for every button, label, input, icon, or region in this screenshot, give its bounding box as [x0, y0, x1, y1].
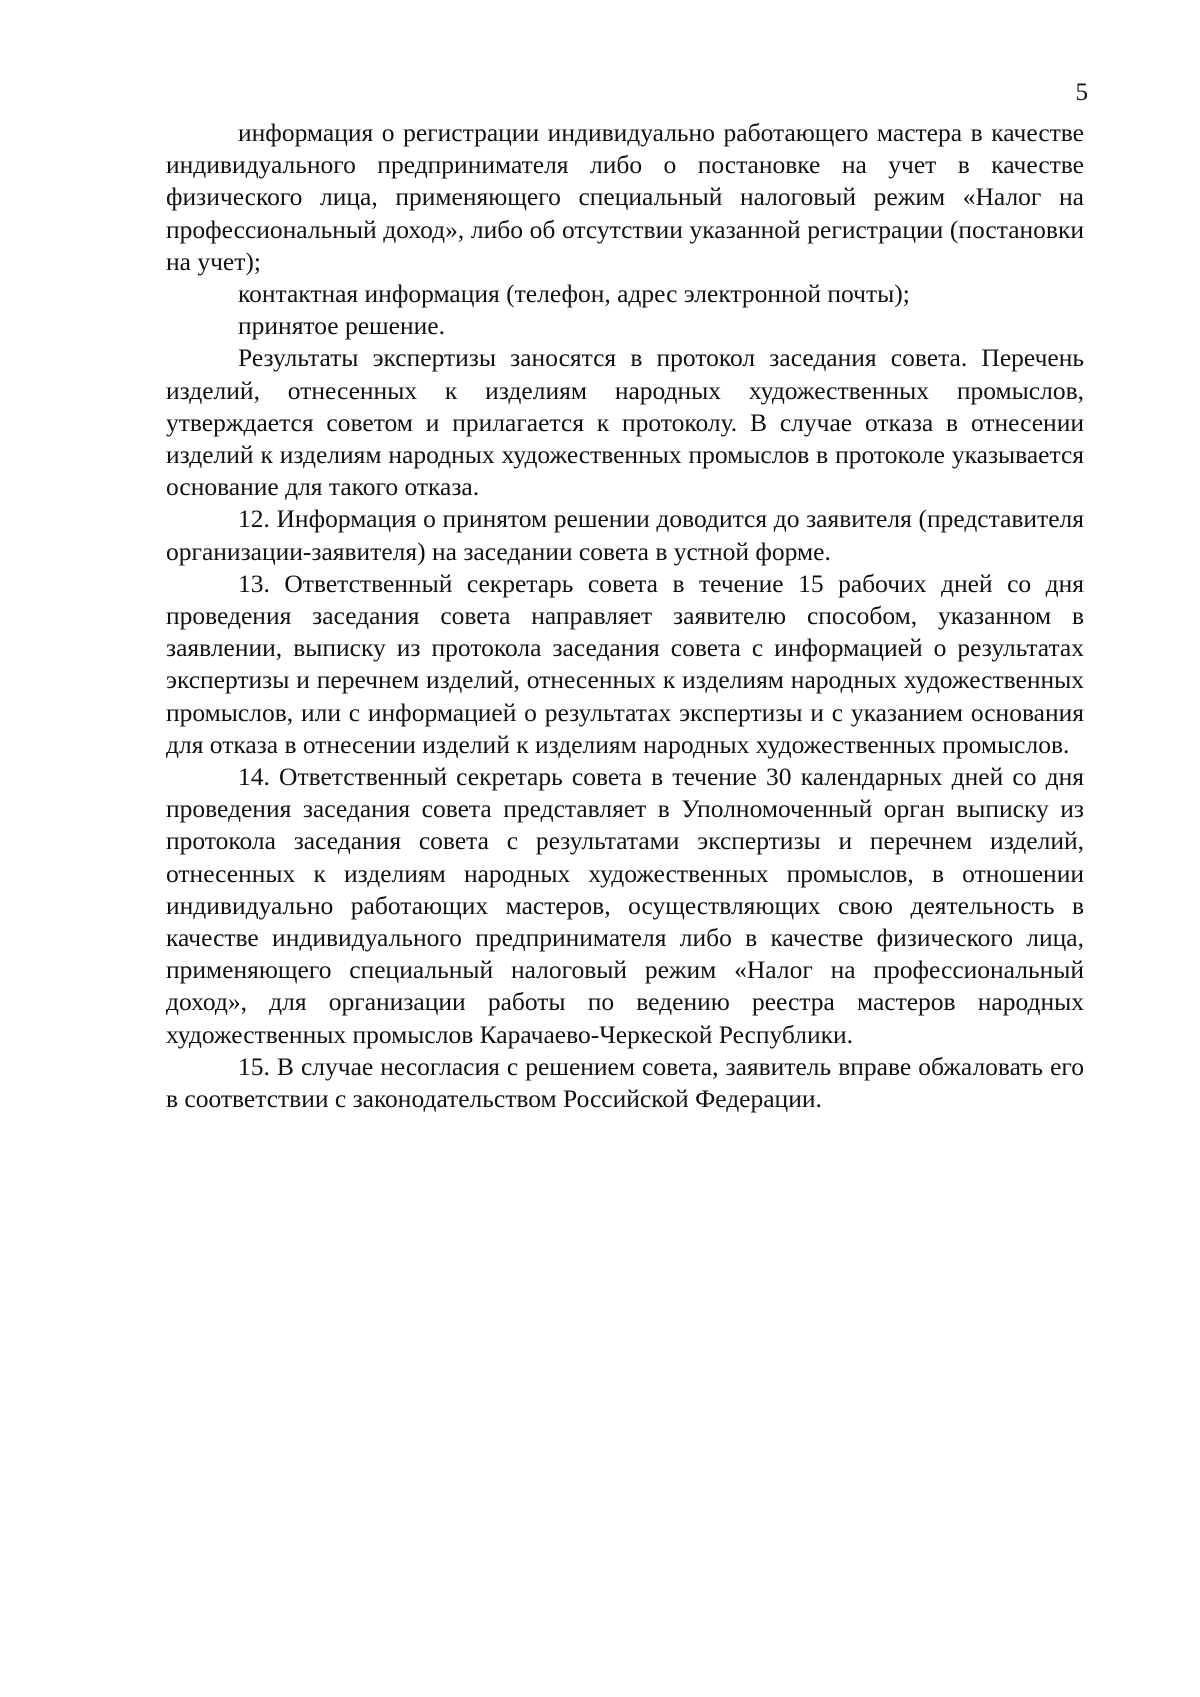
- paragraph-item-15: 15. В случае несогласия с решением совета, заявитель вправе обжаловать его в соответствии с законодательством Российской Федерации.: [166, 1051, 1084, 1114]
- paragraph-contact-info: контактная информация (телефон, адрес электронной почты);: [238, 279, 910, 309]
- paragraph-item-14: 14. Ответственный секретарь совета в течение 30 календарных дней со дня проведения заседания совета представляет в Уполномоченный орган выписку из протокола заседания совета с результатами экспертизы и перечнем изделий, отнесенных к изделиям народных художественных промыслов, в отношении индивидуально работающих мастеров, осуществляющих свою деятельность в качестве индивидуального предпринимателя либо в качестве физического лица, применяющего специальный налоговый режим «Налог на профессиональный доход», для организации работы по ведению реестра мастеров народных художественных промыслов Карачаево-Черкеской Республики.: [166, 762, 1084, 1049]
- paragraph-decision: принятое решение.: [238, 311, 445, 341]
- paragraph-item-12: 12. Информация о принятом решении доводится до заявителя (представителя организации-заявителя) на заседании совета в устной форме.: [166, 504, 1084, 566]
- document-body: [166, 117, 1084, 1115]
- paragraph-registration-info: информация о регистрации индивидуально работающего мастера в качестве индивидуального предпринимателя либо о постановке на учет в качестве физического лица, применяющего специальный налоговый режим «Налог на профессиональный доход», либо об отсутствии указанной регистрации (постановки на учет);: [166, 118, 1084, 276]
- paragraph-expertise-results: Результаты экспертизы заносятся в протокол заседания совета. Перечень изделий, отнесенных к изделиям народных художественных промыслов, утверждается советом и прилагается к протоколу. В случае отказа в отнесении изделий к изделиям народных художественных промыслов в протоколе указывается основание для такого отказа.: [166, 343, 1084, 502]
- page-number: 5: [1075, 79, 1088, 106]
- paragraph-item-13: 13. Ответственный секретарь совета в течение 15 рабочих дней со дня проведения заседания совета направляет заявителю способом, указанном в заявлении, выписку из протокола заседания совета с информацией о результатах экспертизы и перечнем изделий, отнесенных к изделиям народных художественных промыслов, или с информацией о результатах экспертизы и с указанием основания для отказа в отнесении изделий к изделиям народных художественных промыслов.: [166, 568, 1084, 759]
